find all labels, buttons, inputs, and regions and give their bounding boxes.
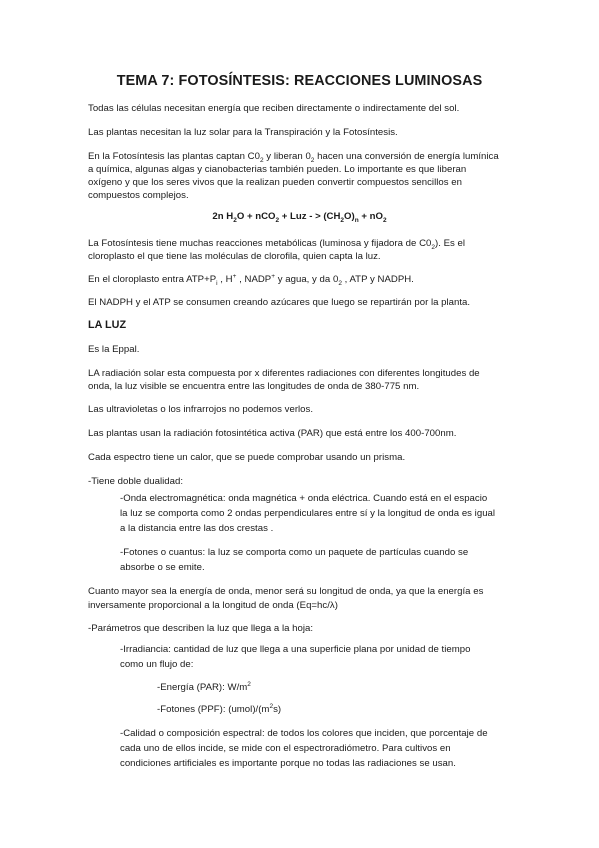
paragraph-plants-light: Las plantas necesitan la luz solar para la Transpiración y la Fotosíntesis. [88,127,398,138]
section-heading-la-luz: LA LUZ [88,319,127,331]
bullet-photons-line-2: absorbe o se emite. [120,562,205,573]
paragraph-photosynthesis-line-4: compuestos complejos. [88,190,189,201]
paragraph-energy-wavelength-line-1: Cuanto mayor sea la energía de onda, menor será su longitud de onda, ya que la energía es [88,586,484,597]
paragraph-reactions-line-1: La Fotosíntesis tiene muchas reacciones metabólicas (luminosa y fijadora de $C0_2$). Es el [88,238,466,251]
bullet-spectral-quality-line-1: -Calidad o composición espectral: de todos los colores que inciden, que porcentaje de [120,728,488,739]
paragraph-spectrum-heat: Cada espectro tiene un calor, que se puede comprobar usando un prisma. [88,452,406,463]
paragraph-light-parameters: -Parámetros que describen la luz que llega a la hoja: [88,623,314,634]
paragraph-photosynthesis-line-3: oxígeno y que los seres vivos que la realizan pueden convertir compuestos sencillos en [88,177,462,188]
paragraph-cells-energy: Todas las células necesitan energía que reciben directamente o indirectamente del sol. [88,103,460,114]
paragraph-photosynthesis-line-2: a química, algunas algas y cianobacterias también pueden. Lo importante es que liberan [88,164,467,175]
bullet-irradiance-line-1: -Irradiancia: cantidad de luz que llega a una superficie plana por unidad de tiempo [120,644,471,655]
paragraph-chloroplast: En el cloroplasto entra $ATP+P_i$ , H+ , NADP+ y agua, y da $0_2$ , ATP y NADPH. [88,272,414,287]
document-title: TEMA 7: FOTOSÍNTESIS: REACCIONES LUMINOSAS [116,73,483,89]
bullet-irradiance-line-2: como un flujo de: [120,659,194,670]
bullet-electromagnetic-line-3: a la distancia entre las dos crestas . [120,523,274,534]
paragraph-solar-radiation-line-1: LA radiación solar esta compuesta por x diferentes radiaciones con diferentes longitudes de [88,368,480,379]
paragraph-eppal: Es la Eppal. [88,344,140,355]
bullet-electromagnetic-line-1: -Onda electromagnética: onda magnética + onda eléctrica. Cuando está en el espacio [120,493,488,504]
bullet-spectral-quality-line-2: cada uno de ellos incide, se mide con el espectroradiómetro. Para cultivos en [120,743,451,754]
bullet-photons-ppf: -Fotones (PPF): $(umol)/(m^2s)$ [157,702,282,715]
paragraph-reactions-line-2: cloroplasto el que tiene las moléculas de clorofila, quien capta la luz. [88,251,381,262]
bullet-energy-par: -Energía (PAR): $W/m^2$ [157,680,251,693]
bullet-electromagnetic-line-2: la luz se comporta como 2 ondas perpendiculares entre sí y la longitud de onda es igual [120,508,496,519]
paragraph-energy-wavelength-line-2: inversamente proporcional a la longitud de onda (Eq=hc/λ) [88,600,338,611]
paragraph-duality: -Tiene doble dualidad: [88,476,184,487]
paragraph-nadph-atp: El NADPH y el ATP se consumen creando azúcares que luego se repartirán por la planta. [88,297,471,308]
paragraph-photosynthesis-line-1: En la Fotosíntesis las plantas captan $C0_2$ y liberan $0_2$ hacen una conversión de energía lumínica [88,151,499,164]
paragraph-solar-radiation-line-2: onda, la luz visible se encuentra entre las longitudes de onda de 380-775 nm. [88,381,420,392]
paragraph-ultraviolet: Las ultravioletas o los infrarrojos no podemos verlos. [88,404,314,415]
bullet-spectral-quality-line-3: condiciones artificiales es importante porque no todas las radiaciones se usan. [120,758,456,769]
photosynthesis-equation: 2n $H_2O + nCO_2$ + Luz - > $(CH_2O)_n + nO_2$ [212,211,387,224]
bullet-photons-line-1: -Fotones o cuantus: la luz se comporta como un paquete de partículas cuando se [120,547,469,558]
paragraph-par: Las plantas usan la radiación fotosintética activa (PAR) que está entre los 400-700nm. [88,428,457,439]
